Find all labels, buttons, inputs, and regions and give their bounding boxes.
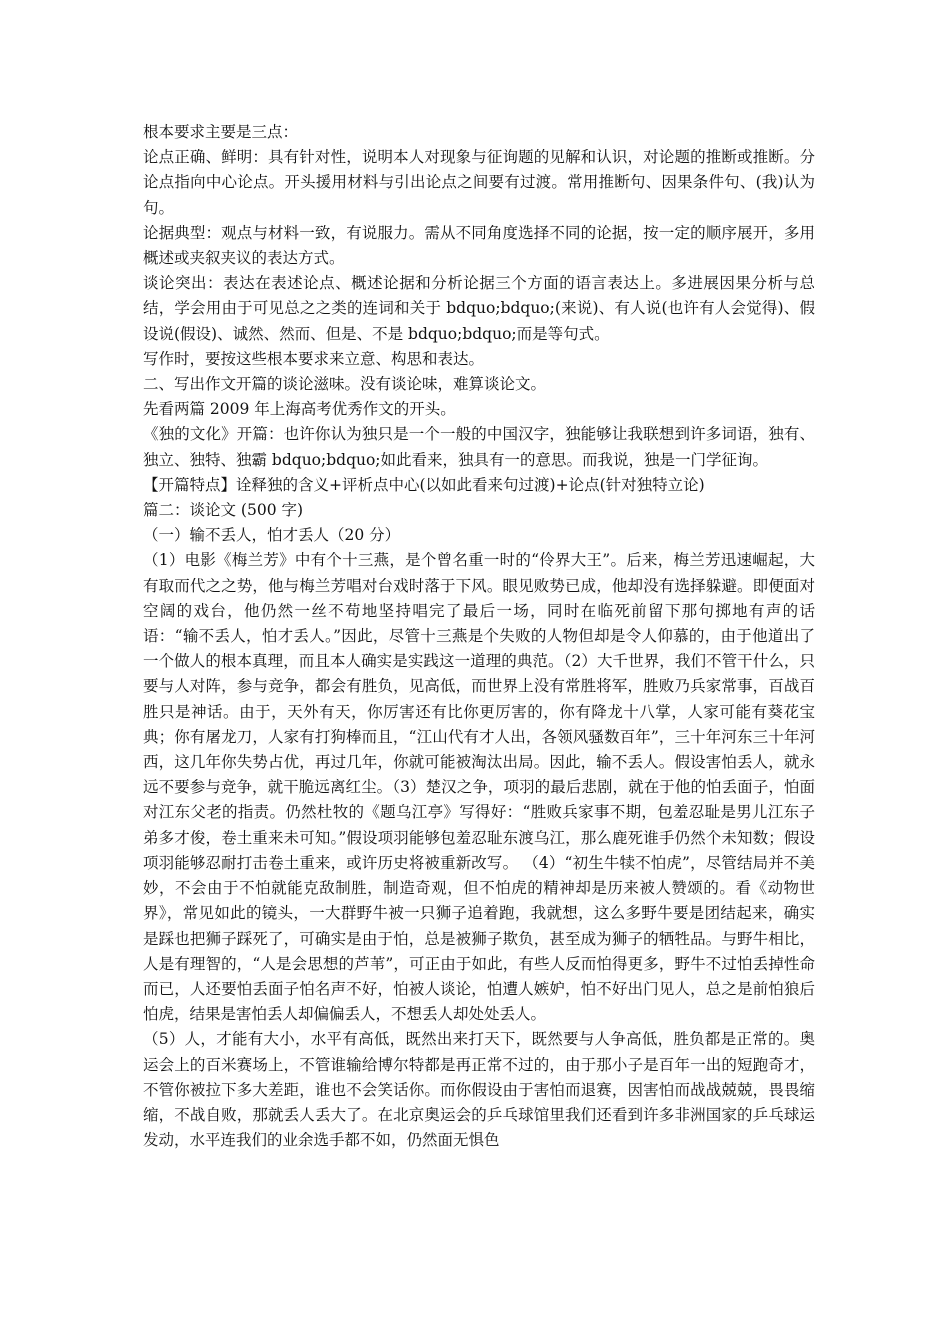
paragraph-example-opening: 《独的文化》开篇：也许你认为独只是一个一般的中国汉字，独能够让我联想到许多词语，独有、独立、独特、独霸 bdquo;bdquo;如此看来，独具有一的意思。而我说，独是一门学征询。 xyxy=(143,425,815,469)
paragraph-section-two: 二、写出作文开篇的谈论滋味。没有谈论味，难算谈论文。 xyxy=(143,375,547,394)
paragraph-discussion: 谈论突出：表达在表述论点、概述论据和分析论据三个方面的语言表达上。多进展因果分析与总结，学会用由于可见总之之类的连词和关于 bdquo;bdquo;(来说)、有人说(也许有人会觉得)、假设说(假设)、诚然、然而、但是、不是 bdquo;bdquo;而是等句式。 xyxy=(143,274,815,343)
paragraph-basic-requirements: 根本要求主要是三点： xyxy=(143,123,299,141)
paragraph-opening-features: 【开篇特点】诠释独的含义+评析点中心(以如此看来句过渡)+论点(针对独特立论) xyxy=(143,475,705,494)
paragraph-writing-tip: 写作时，要按这些根本要求来立意、构思和表达。 xyxy=(143,349,485,368)
paragraph-evidence: 论据典型：观点与材料一致，有说服力。需从不同角度选择不同的论据，按一定的顺序展开，多用概述或夹叙夹议的表达方式。 xyxy=(143,223,815,268)
paragraph-examples-intro: 先看两篇 2009 年上海高考优秀作文的开头。 xyxy=(143,400,456,419)
paragraph-essay-subtitle: （一）输不丢人，怕才丢人（20 分） xyxy=(143,526,401,545)
paragraph-essay-body-1: （1）电影《梅兰芳》中有个十三燕，是个曾名重一时的“伶界大王”。后来，梅兰芳迅速崛起，大有取而代之之势，他与梅兰芳唱对台戏时落于下风。眼见败势已成，他却没有选择躲避。即便面对空阔的戏台，他仍然一丝不苟地坚持唱完了最后一场，同时在临死前留下那句掷地有声的话语：“输不丢人，怕才丢人。”因此，尽管十三燕是个失败的人物但却是令人仰慕的，由于他道出了一个做人的根本真理，而且本人确实是实践这一道理的典范。（2）大千世界，我们不管干什么，只要与人对阵，参与竞争，都会有胜负，见高低，而世界上没有常胜将军，胜败乃兵家常事，百战百胜只是神话。由于，天外有天，你厉害还有比你更厉害的，你有降龙十八掌，人家可能有葵花宝典；你有屠龙刀，人家有打狗棒而且，“江山代有才人出，各领风骚数百年”，三十年河东三十年河西，这几年你失势占优，再过几年，你就可能被淘汰出局。因此，输不丢人。假设害怕丢人，就永远不要参与竞争，就干脆远离红尘。（3）楚汉之争，项羽的最后悲剧，就在于他的怕丢面子，怕面对江东父老的指责。仍然杜牧的《题乌江亭》写得好：“胜败兵家事不期，包羞忍耻是男儿江东子弟多才俊，卷土重来未可知。”假设项羽能够包羞忍耻东渡乌江，那么鹿死谁手仍然个未知数；假设项羽能够忍耐打击卷土重来，或许历史将被重新改写。 （4）“初生牛犊不怕虎”，尽管结局并不美妙，不会由于不怕就能克敌制胜，制造奇观，但不怕虎的精神却是历来被人赞颂的。看《动物世界》，常见如此的镜头，一大群野牛被一只狮子追着跑，我就想，这么多野牛要是团结起来，确实是踩也把狮子踩死了，可确实是由于怕，总是被狮子欺负，甚至成为狮子的牺牲品。与野牛相比，人是有理智的，“人是会思想的芦苇”，可正由于如此，有些人反而怕得更多，野牛不过怕丢掉性命而已，人还要怕丢面子怕名声不好，怕被人谈论，怕遭人嫉妒，怕不好出门见人，总之是前怕狼后怕虎，结果是害怕丢人却偏偏丢人，不想丢人却处处丢人。 xyxy=(143,551,815,1024)
paragraph-essay-title: 篇二：谈论文 (500 字) xyxy=(143,501,304,520)
paragraph-essay-body-2: （5）人，才能有大小，水平有高低，既然出来打天下，既然要与人争高低，胜负都是正常的。奥运会上的百米赛场上，不管谁输给博尔特都是再正常不过的，由于那小子是百年一出的短跑奇才，不管你被拉下多大差距，谁也不会笑话你。而你假设由于害怕而退赛，因害怕而战战兢兢，畏畏缩缩，不战自败，那就丢人丢大了。在北京奥运会的乒乓球馆里我们还看到许多非洲国家的乒乓球运发动，水平连我们的业余选手都不如，仍然面无惧色 xyxy=(143,1030,815,1150)
paragraph-argument-point: 论点正确、鲜明：具有针对性，说明本人对现象与征询题的见解和认识，对论题的推断或推断。分论点指向中心论点。开头援用材料与引出论点之间要有过渡。常用推断句、因果条件句、(我)认为句。 xyxy=(143,148,815,217)
document-body xyxy=(143,120,815,1153)
